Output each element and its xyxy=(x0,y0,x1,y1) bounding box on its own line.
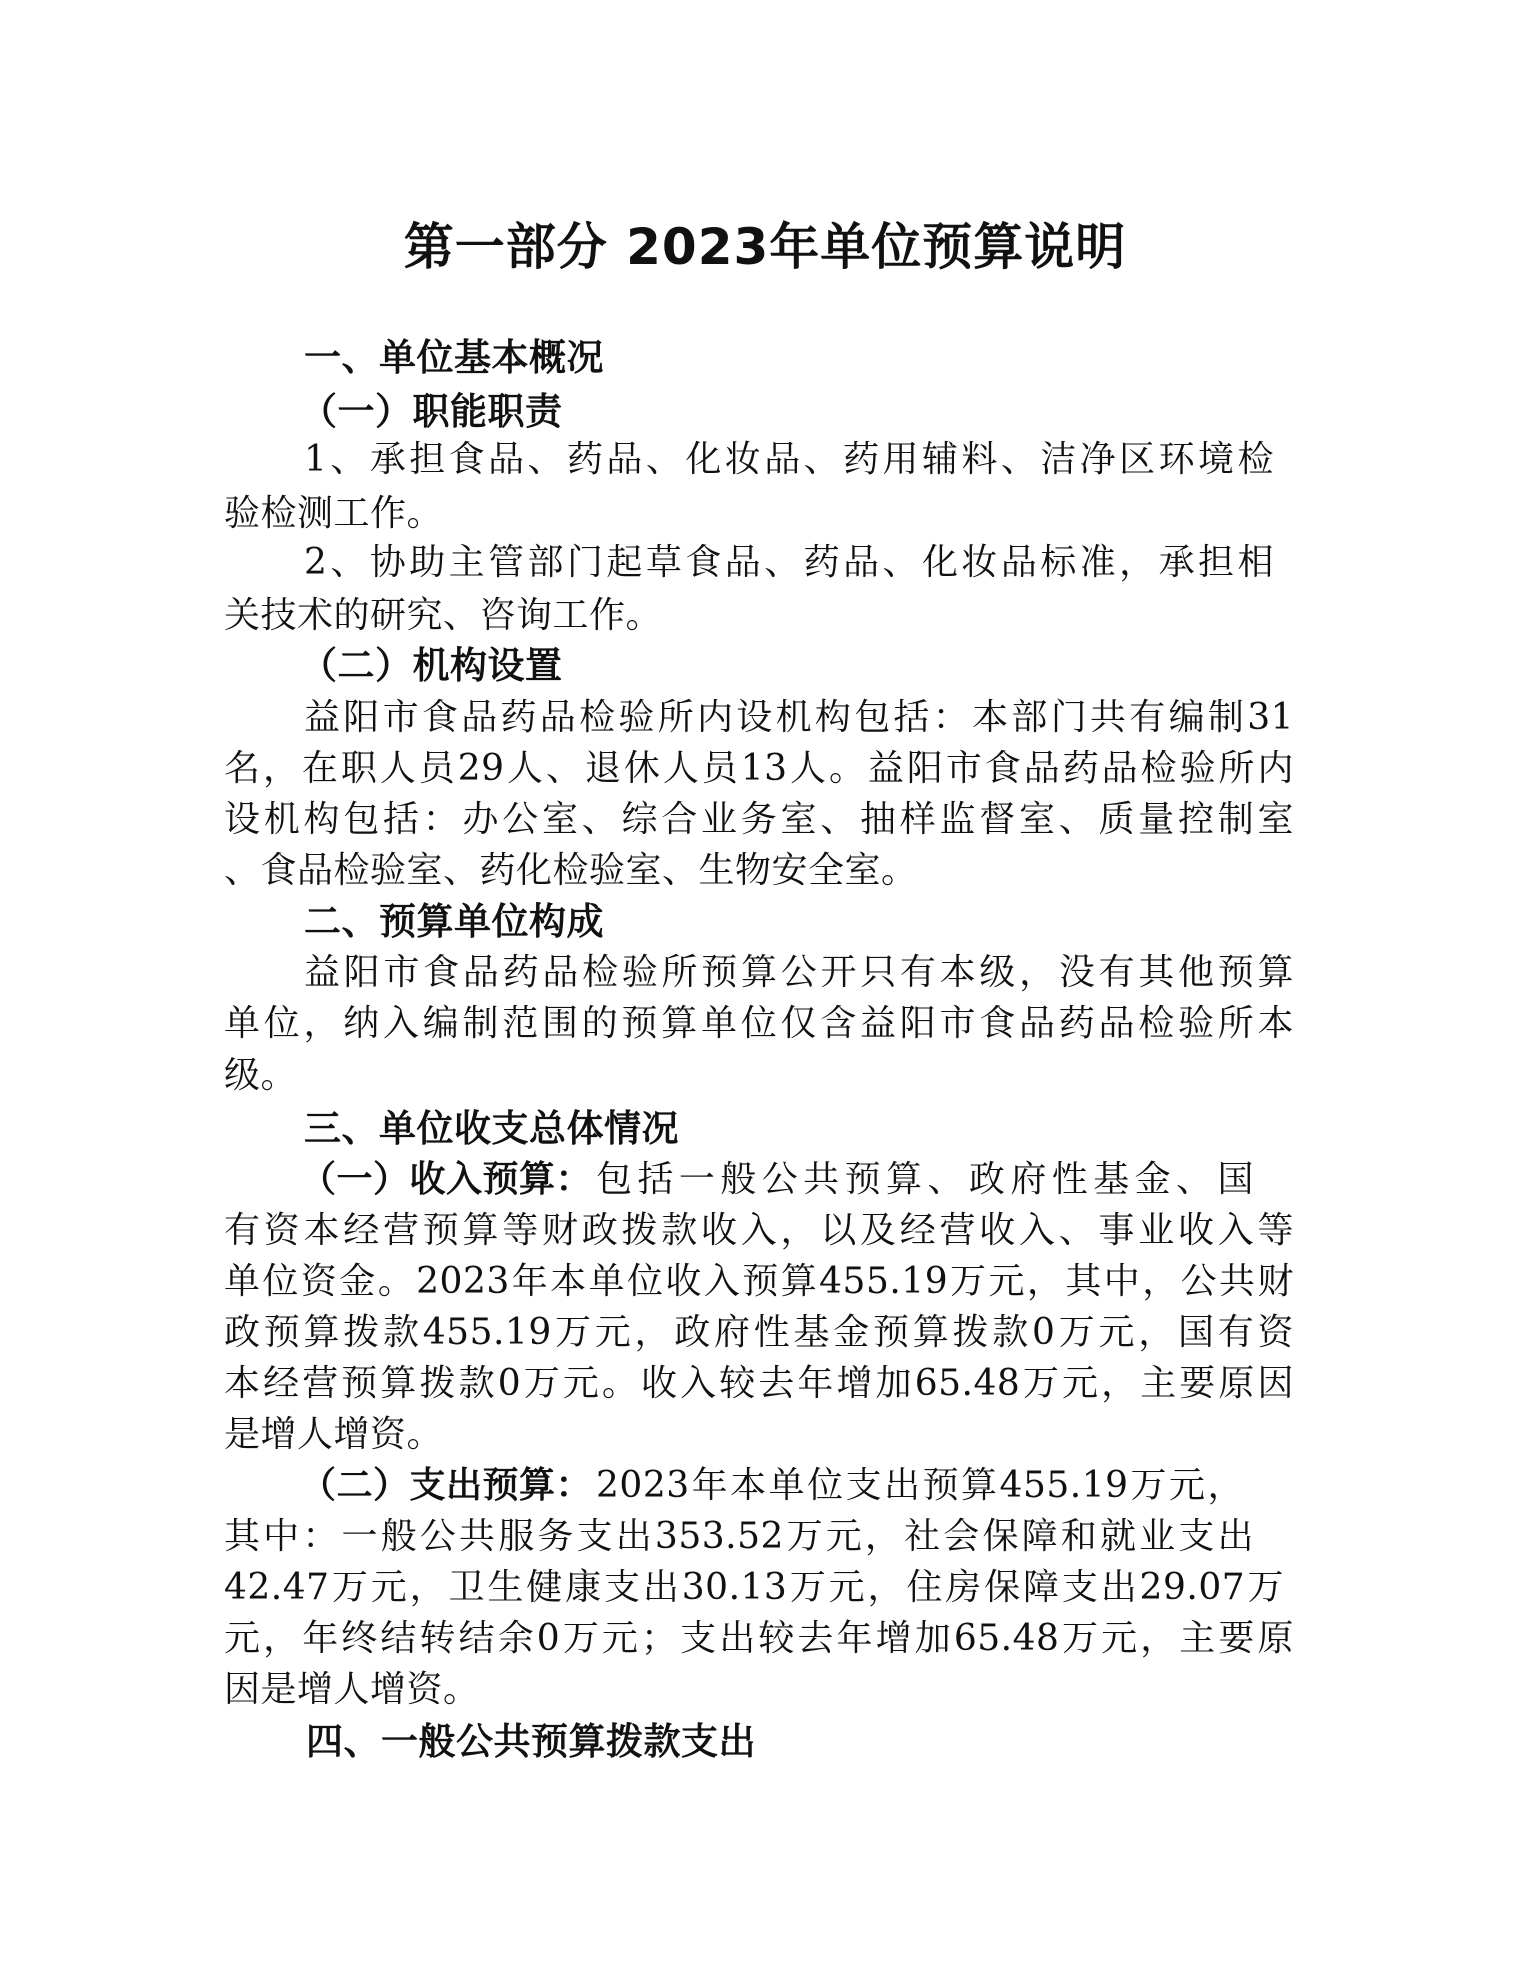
income-line1 xyxy=(300,1154,1254,1206)
section-heading-basic-overview: 一、单位基本概况 xyxy=(304,336,604,379)
organization-line4: 、食品检验室、药化检验室、生物安全室。 xyxy=(224,850,918,891)
income-line6: 是增人增资。 xyxy=(224,1414,444,1455)
expenditure-line1 xyxy=(300,1460,1244,1512)
organization-line2: 名，在职人员29人、退休人员13人。益阳市食品药品检验所内 xyxy=(224,748,1294,789)
organization-line1: 益阳市食品药品检验所内设机构包括：本部门共有编制31 xyxy=(304,697,1294,738)
section-heading-general-public-budget: 四、一般公共预算拨款支出 xyxy=(306,1720,756,1763)
expenditure-label: （二）支出预算： xyxy=(300,1465,593,1506)
income-line3: 单位资金。2023年本单位收入预算455.19万元，其中，公共财 xyxy=(224,1261,1294,1302)
budget-units-line2: 单位，纳入编制范围的预算单位仅含益阳市食品药品检验所本 xyxy=(224,1003,1294,1044)
page-title: 第一部分 2023年单位预算说明 xyxy=(403,218,1127,276)
income-line5: 本经营预算拨款0万元。收入较去年增加65.48万元，主要原因 xyxy=(224,1363,1294,1404)
budget-units-line3: 级。 xyxy=(224,1055,298,1096)
organization-line3: 设机构包括：办公室、综合业务室、抽样监督室、质量控制室 xyxy=(224,799,1294,840)
function-item-1-line1: 1、承担食品、药品、化妆品、药用辅料、洁净区环境检 xyxy=(304,439,1274,480)
subheading-organization: （二）机构设置 xyxy=(300,644,563,687)
income-line2: 有资本经营预算等财政拨款收入，以及经营收入、事业收入等 xyxy=(224,1210,1294,1251)
subheading-functions: （一）职能职责 xyxy=(300,390,563,433)
expenditure-line5: 因是增人增资。 xyxy=(224,1669,480,1710)
expenditure-line1-text: 2023年本单位支出预算455.19万元， xyxy=(596,1465,1244,1506)
section-heading-budget-units: 二、预算单位构成 xyxy=(304,900,604,943)
section-heading-revenue-expenditure: 三、单位收支总体情况 xyxy=(304,1107,679,1150)
income-line4: 政预算拨款455.19万元，政府性基金预算拨款0万元，国有资 xyxy=(224,1312,1294,1353)
expenditure-line2: 其中：一般公共服务支出353.52万元，社会保障和就业支出 xyxy=(224,1516,1254,1557)
income-label: （一）收入预算： xyxy=(300,1159,593,1200)
expenditure-line4: 元，年终结转结余0万元；支出较去年增加65.48万元，主要原 xyxy=(224,1618,1294,1659)
function-item-2-line1: 2、协助主管部门起草食品、药品、化妆品标准，承担相 xyxy=(304,542,1274,583)
income-line1-text: 包括一般公共预算、政府性基金、国 xyxy=(596,1159,1254,1200)
function-item-2-line2: 关技术的研究、咨询工作。 xyxy=(224,595,663,636)
function-item-1-line2: 验检测工作。 xyxy=(224,493,444,534)
expenditure-line3: 42.47万元，卫生健康支出30.13万元，住房保障支出29.07万 xyxy=(224,1567,1284,1608)
budget-units-line1: 益阳市食品药品检验所预算公开只有本级，没有其他预算 xyxy=(304,952,1294,993)
